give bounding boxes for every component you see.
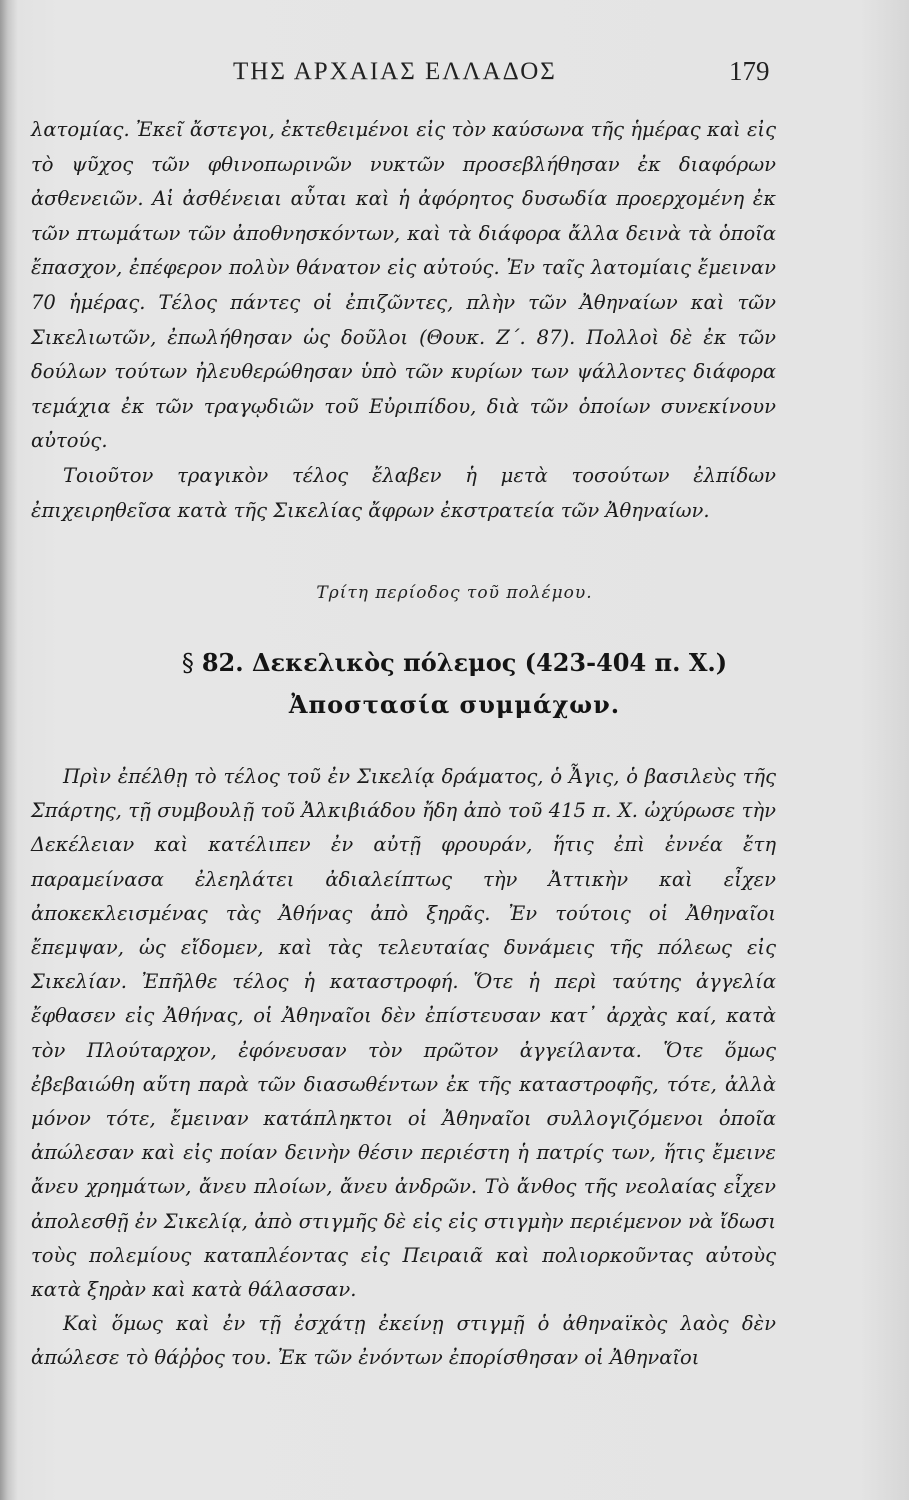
page-header (0, 52, 909, 92)
period-subtitle: Τρίτη περίοδος τοῦ πολέμου. (316, 583, 593, 603)
opening-text-block (31, 113, 776, 528)
section-heading-line-2: Ἀποστασία συμμάχων. (288, 690, 621, 719)
section-heading-line-1 (0, 642, 909, 684)
paragraph-latomies: λατομίας. Ἐκεῖ ἄστεγοι, ἐκτεθειμένοι εἰς τὸν καύσωνα τῆς ἡμέρας καὶ εἰς τὸ ψῦχος τῶν φθινοπωρινῶν νυκτῶν προσεβλήθησαν ἐκ διαφόρων ἀσθενειῶν. Αἱ ἀσθένειαι αὗται καὶ ἡ ἀφόρητος δυσωδία προερχομένη ἐκ τῶν πτωμάτων τῶν ἀποθνησκόντων, καὶ τὰ διάφορα ἄλλα δεινὰ τὰ ὁποῖα ἔπασχον, ἐπέφερον πολὺν θάνατον εἰς αὐτούς. Ἐν ταῖς λατομίαις ἔμειναν 70 ἡμέρας. Τέλος πάντες οἱ ἐπιζῶντες, πλὴν τῶν Ἀθηναίων καὶ τῶν Σικελιωτῶν, ἐπωλήθησαν ὡς δοῦλοι (Θουκ. Ζ΄. 87). Πολλοὶ δὲ ἐκ τῶν δούλων τούτων ἠλευθερώθησαν ὑπὸ τῶν κυρίων των ψάλλοντες διάφορα τεμάχια ἐκ τῶν τραγῳδιῶν τοῦ Εὐριπίδου, διὰ τῶν ὁποίων συνεκίνουν αὐτούς. (31, 118, 776, 453)
section-heading-title: 82. Δεκελικὸς πόλεμος (423-404 π. Χ.) (201, 648, 728, 677)
running-title: ΤΗΣ ΑΡΧΑΙΑΣ ΕΛΛΑΔΟΣ (233, 58, 557, 85)
section-heading (0, 642, 909, 726)
paragraph-courage: Καὶ ὅμως καὶ ἐν τῇ ἐσχάτῃ ἐκείνῃ στιγμῇ ὁ ἀθηναϊκὸς λαὸς δὲν ἀπώλεσε τὸ θάῤῥος του. Ἐκ τῶν ἐνόντων ἐπορίσθησαν οἱ Ἀθηναῖοι (31, 1312, 776, 1370)
paragraph-dekeleia: Πρὶν ἐπέλθῃ τὸ τέλος τοῦ ἐν Σικελίᾳ δράματος, ὁ Ἆγις, ὁ βασιλεὺς τῆς Σπάρτης, τῇ συμβουλῇ τοῦ Ἀλκιβιάδου ἤδη ἀπὸ τοῦ 415 π. Χ. ὠχύρωσε τὴν Δεκέλειαν καὶ κατέλιπεν ἐν αὐτῇ φρουράν, ἥτις ἐπὶ ἐννέα ἔτη παραμείνασα ἐλεηλάτει ἀδιαλείπτως τὴν Ἀττικὴν καὶ εἶχεν ἀποκεκλεισμένας τὰς Ἀθήνας ἀπὸ ξηρᾶς. Ἐν τούτοις οἱ Ἀθηναῖοι ἔπεμψαν, ὡς εἴδομεν, καὶ τὰς τελευταίας δυνάμεις τῆς πόλεως εἰς Σικελίαν. Ἐπῆλθε τέλος ἡ καταστροφή. Ὅτε ἡ περὶ ταύτης ἀγγελία ἔφθασεν εἰς Ἀθήνας, οἱ Ἀθηναῖοι δὲν ἐπίστευσαν κατ᾽ ἀρχὰς καί, κατὰ τὸν Πλούταρχον, ἐφόνευσαν τὸν πρῶτον ἀγγείλαντα. Ὅτε ὅμως ἐβεβαιώθη αὕτη παρὰ τῶν διασωθέντων ἐκ τῆς καταστροφῆς, τότε, ἀλλὰ μόνον τότε, ἔμειναν κατάπληκτοι οἱ Ἀθηναῖοι συλλογιζόμενοι ὁποῖα ἀπώλεσαν καὶ εἰς ποίαν δεινὴν θέσιν περιέστη ἡ πατρίς των, ἥτις ἔμεινε ἄνευ χρημάτων, ἄνευ πλοίων, ἄνευ ἀνδρῶν. Τὸ ἄνθος τῆς νεολαίας εἶχεν ἀπολεσθῇ ἐν Σικελίᾳ, ἀπὸ στιγμῆς δὲ εἰς εἰς στιγμὴν περιέμενον νὰ ἴδωσι τοὺς πολεμίους καταπλέοντας εἰς Πειραιᾶ καὶ πολιορκοῦντας αὐτοὺς κατὰ ξηρὰν καὶ κατὰ θάλασσαν. (31, 765, 776, 1302)
section-sign: § (181, 649, 194, 677)
paragraph-tragic-end: Τοιοῦτον τραγικὸν τέλος ἔλαβεν ἡ μετὰ τοσούτων ἐλπίδων ἐπιχειρηθεῖσα κατὰ τῆς Σικελίας ἄφρων ἐκστρατεία τῶν Ἀθηναίων. (31, 463, 776, 522)
page-number: 179 (729, 56, 770, 86)
section-text-block (31, 760, 776, 1376)
